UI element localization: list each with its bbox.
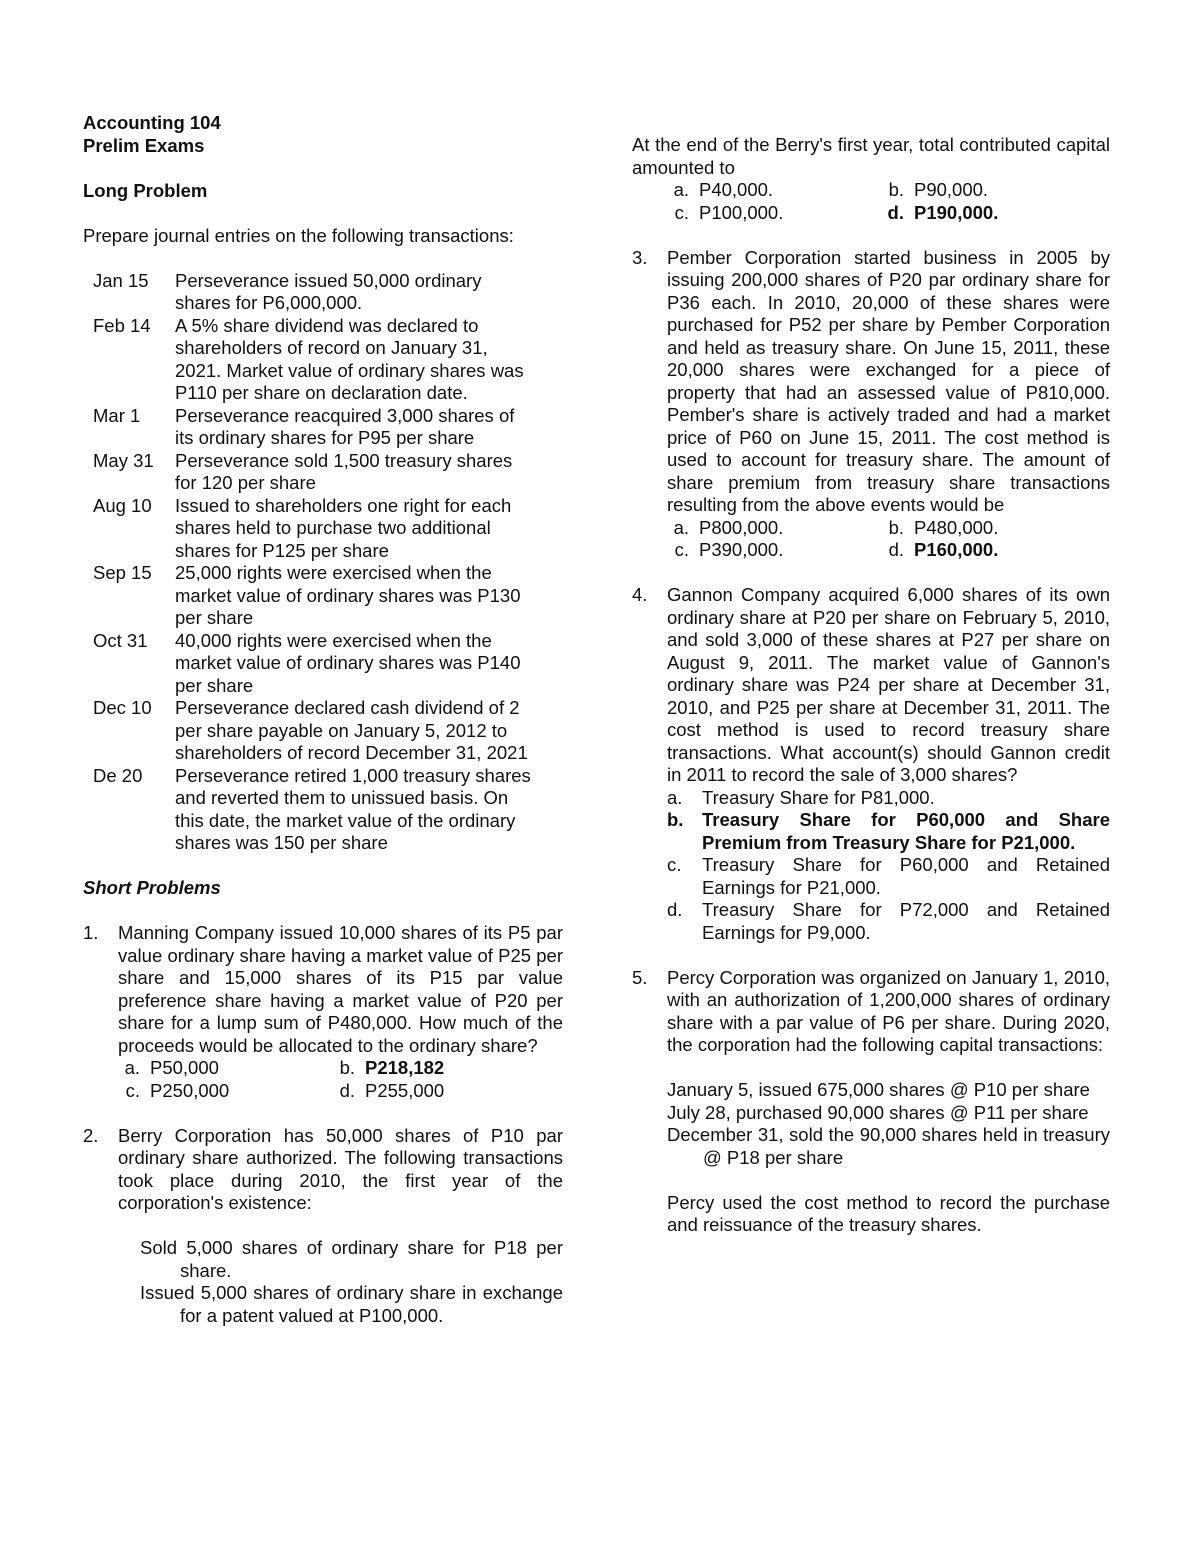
choice-c: c. P390,000. <box>674 539 784 560</box>
question-2-choices <box>667 179 1110 224</box>
question-4-choices <box>667 787 1110 945</box>
instruction-text: Prepare journal entries on the following transactions: <box>83 224 514 246</box>
exam-title: Prelim Exams <box>83 134 205 156</box>
transaction-row <box>93 495 535 563</box>
transaction-row <box>93 405 535 450</box>
transaction-text: Issued to shareholders one right for each shares held to purchase two additional shares for P125 per share <box>175 494 512 561</box>
question-number: 1. <box>83 922 99 943</box>
question-2-transaction: Sold 5,000 shares of ordinary share for P18 per share. <box>140 1237 563 1281</box>
question-2-transactions <box>140 1237 563 1327</box>
transaction-date: Mar 1 <box>93 404 141 426</box>
choice-a: a. P800,000. <box>673 516 784 538</box>
choice-b: b. P480,000. <box>888 516 999 538</box>
question-3 <box>632 247 1110 517</box>
choice-c: c. Treasury Share for P60,000 and Retained Earnings for P21,000. <box>667 854 1110 898</box>
question-5-transactions <box>667 1079 1110 1169</box>
question-number: 5. <box>632 966 648 988</box>
choice-b: b. P90,000. <box>888 179 989 200</box>
transaction-date: Aug 10 <box>93 494 152 516</box>
transaction-row <box>93 697 535 765</box>
question-1-choices <box>118 1057 563 1102</box>
transactions-table <box>93 270 535 855</box>
transaction-text: Perseverance sold 1,500 treasury shares for 120 per share <box>175 449 513 493</box>
choice-d: d. P160,000. <box>888 539 999 560</box>
transaction-date: Jan 15 <box>93 269 149 291</box>
question-3-choices <box>667 517 1110 562</box>
choice-c: c. P250,000 <box>125 1079 230 1101</box>
question-text: Berry Corporation has 50,000 shares of P10 par ordinary share authorized. The following transactions took place during 2010, the first year of the corporation's existence: <box>118 1124 563 1213</box>
transaction-row <box>93 630 535 698</box>
question-number: 3. <box>632 246 648 268</box>
choice-a: a. Treasury Share for P81,000. <box>667 786 935 808</box>
question-number: 2. <box>83 1124 99 1146</box>
question-2-continuation: At the end of the Berry's first year, total contributed capital amounted to <box>632 134 1110 178</box>
transaction-text: A 5% share dividend was declared to shareholders of record on January 31, 2021. Market value of ordinary shares was P110 per share on declaration date. <box>175 314 524 403</box>
question-text: Manning Company issued 10,000 shares of its P5 par value ordinary share having a market value of P25 per share and 15,000 shares of its P15 par value preference share having a market value of P20 per share for a lump sum of P480,000. How much of the proceeds would be allocated to the ordinary share? <box>118 922 563 1056</box>
transaction-date: Feb 14 <box>93 314 151 336</box>
question-text: Gannon Company acquired 6,000 shares of its own ordinary share at P20 per share on February 5, 2010, and sold 3,000 of these shares at P27 per share on August 9, 2011. The market value of Gannon's ordinary share was P24 per share at December 31, 2010, and P25 per share at December 31, 2011. The cost method is used to record treasury share transactions. What account(s) should Gannon credit in 2011 to record the sale of 3,000 shares? <box>667 584 1110 785</box>
transaction-text: Perseverance issued 50,000 ordinary shares for P6,000,000. <box>175 269 482 313</box>
choice-d: d. P190,000. <box>887 201 999 223</box>
question-5-transaction: December 31, sold the 90,000 shares held in treasury @ P18 per share <box>667 1124 1110 1168</box>
question-5-closing: Percy used the cost method to record the purchase and reissuance of the treasury shares. <box>667 1191 1110 1235</box>
question-5 <box>632 967 1110 1057</box>
choice-b: b. Treasury Share for P60,000 and Share Premium from Treasury Share for P21,000. <box>667 809 1110 853</box>
transaction-text: Perseverance declared cash dividend of 2 per share payable on January 5, 2012 to shareholders of record December 31, 2021 <box>175 697 528 763</box>
left-column <box>83 112 563 1327</box>
transaction-date: May 31 <box>93 449 154 471</box>
transaction-text: 40,000 rights were exercised when the market value of ordinary shares was P140 per share <box>175 629 521 696</box>
question-2-transaction: Issued 5,000 shares of ordinary share in exchange for a patent valued at P100,000. <box>140 1282 563 1326</box>
question-text: Pember Corporation started business in 2005 by issuing 200,000 shares of P20 par ordinary share for P36 each. In 2010, 20,000 of these shares were purchased for P52 per share by Pember Corporation and held as treasury share. On June 15, 2011, these 20,000 shares were exchanged for a piece of property that had an assessed value of P810,000. Pember's share is actively traded and had a market price of P60 on June 15, 2011. The cost method is used to account for treasury share. The amount of share premium from treasury share transactions resulting from the above events would be <box>667 246 1110 515</box>
question-1 <box>83 922 563 1057</box>
question-2 <box>83 1125 563 1215</box>
choice-c: c. P100,000. <box>674 201 784 223</box>
transaction-row <box>93 562 535 630</box>
choice-a: a. P50,000 <box>124 1057 219 1078</box>
transaction-date: Dec 10 <box>93 697 152 718</box>
choice-a: a. P40,000. <box>673 179 774 200</box>
right-column <box>632 134 1110 1237</box>
transaction-text: Perseverance retired 1,000 treasury shares and reverted them to unissued basis. On this date, the market value of the ordinary shares was 150 per share <box>175 764 531 853</box>
transaction-date: De 20 <box>93 764 143 786</box>
transaction-date: Oct 31 <box>93 629 148 651</box>
question-4 <box>632 584 1110 787</box>
question-text: Percy Corporation was organized on January 1, 2010, with an authorization of 1,200,000 shares of ordinary share with a par value of P6 per share. During 2020, the corporation had the following capital transactions: <box>667 966 1110 1055</box>
transaction-row <box>93 270 535 315</box>
short-problems-title: Short Problems <box>83 877 221 898</box>
question-5-transaction: July 28, purchased 90,000 shares @ P11 per share <box>667 1101 1089 1123</box>
choice-b: b. P218,182 <box>339 1057 445 1078</box>
transaction-text: 25,000 rights were exercised when the market value of ordinary shares was P130 per share <box>175 562 521 628</box>
long-problem-title: Long Problem <box>83 179 208 201</box>
course-title: Accounting 104 <box>83 112 221 133</box>
choice-d: d. Treasury Share for P72,000 and Retained Earnings for P9,000. <box>667 899 1110 943</box>
transaction-text: Perseverance reacquired 3,000 shares of its ordinary shares for P95 per share <box>175 404 515 448</box>
question-number: 4. <box>632 584 648 605</box>
transaction-row <box>93 450 535 495</box>
choice-d: d. P255,000 <box>339 1079 445 1101</box>
transaction-date: Sep 15 <box>93 562 152 583</box>
question-5-transaction: January 5, issued 675,000 shares @ P10 per share <box>667 1079 1090 1100</box>
transaction-row <box>93 315 535 405</box>
transaction-row <box>93 765 535 855</box>
